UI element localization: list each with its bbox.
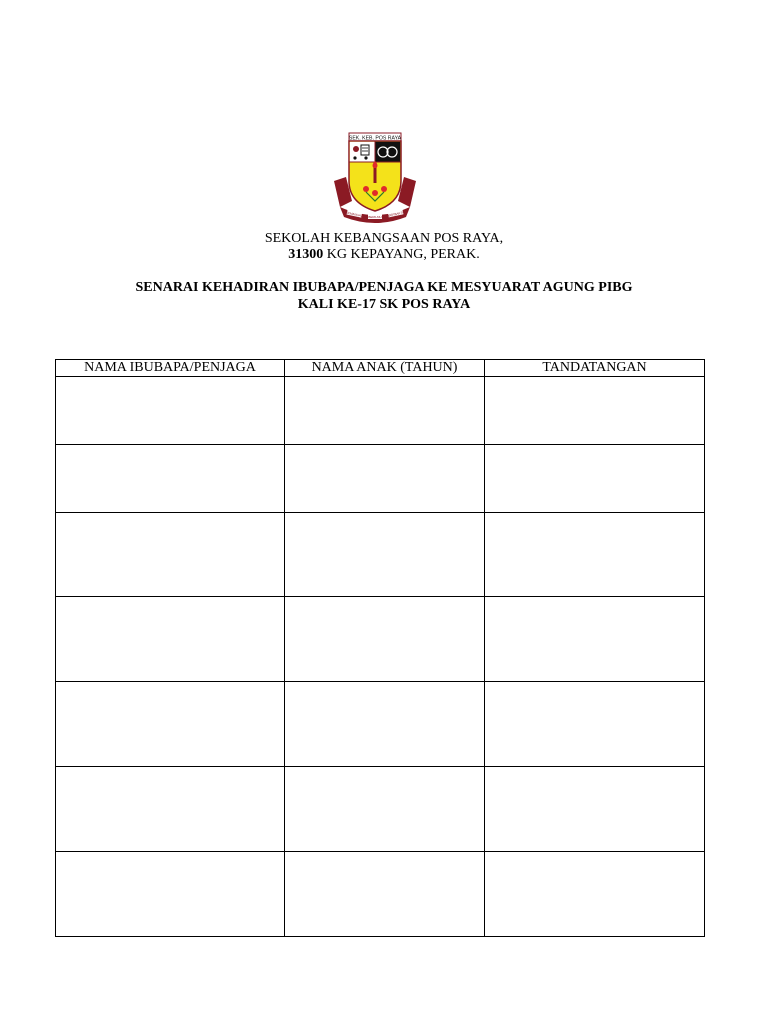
- school-crest-icon: [332, 131, 418, 223]
- table-row: [56, 445, 705, 513]
- table-row: [56, 377, 705, 445]
- parent-name-cell: [56, 852, 285, 937]
- document-title: SENARAI KEHADIRAN IBUBAPA/PENJAGA KE MESYUARAT AGUNG PIBG: [135, 280, 633, 295]
- attendance-table: [55, 359, 705, 937]
- table-row: [56, 597, 705, 682]
- parent-name-cell: [56, 597, 285, 682]
- child-name-cell: [285, 767, 485, 852]
- child-name-cell: [285, 852, 485, 937]
- header-parent-name: NAMA IBUBAPA/PENJAGA: [56, 360, 285, 377]
- header-child-name: NAMA ANAK (TAHUN): [285, 360, 485, 377]
- table-row: [56, 513, 705, 597]
- table-row: [56, 682, 705, 767]
- crest-text: SEK. KEB. POS RAYA: [348, 135, 402, 142]
- signature-cell: [485, 445, 705, 513]
- signature-cell: [485, 597, 705, 682]
- parent-name-cell: [56, 682, 285, 767]
- table-row: [56, 767, 705, 852]
- signature-cell: [485, 377, 705, 445]
- table-header-row: [56, 360, 705, 377]
- child-name-cell: [285, 513, 485, 597]
- parent-name-cell: [56, 513, 285, 597]
- table-row: [56, 852, 705, 937]
- school-name: SEKOLAH KEBANGSAAN POS RAYA,: [264, 231, 504, 246]
- child-name-cell: [285, 682, 485, 767]
- signature-cell: [485, 767, 705, 852]
- school-address: [0, 247, 768, 263]
- header-signature: TANDATANGAN: [485, 360, 705, 377]
- document-subtitle: KALI KE-17 SK POS RAYA: [297, 297, 471, 312]
- motto-word: BERBAKTI: [388, 210, 404, 218]
- signature-cell: [485, 513, 705, 597]
- parent-name-cell: [56, 767, 285, 852]
- postcode: 31300: [288, 247, 324, 262]
- child-name-cell: [285, 597, 485, 682]
- parent-name-cell: [56, 377, 285, 445]
- child-name-cell: [285, 445, 485, 513]
- address-rest: KG KEPAYANG, PERAK.: [323, 247, 480, 262]
- signature-cell: [485, 682, 705, 767]
- motto-word: SEMANGAT: [345, 210, 363, 218]
- parent-name-cell: [56, 445, 285, 513]
- child-name-cell: [285, 377, 485, 445]
- signature-cell: [485, 852, 705, 937]
- motto-word: BERILMU: [368, 215, 382, 219]
